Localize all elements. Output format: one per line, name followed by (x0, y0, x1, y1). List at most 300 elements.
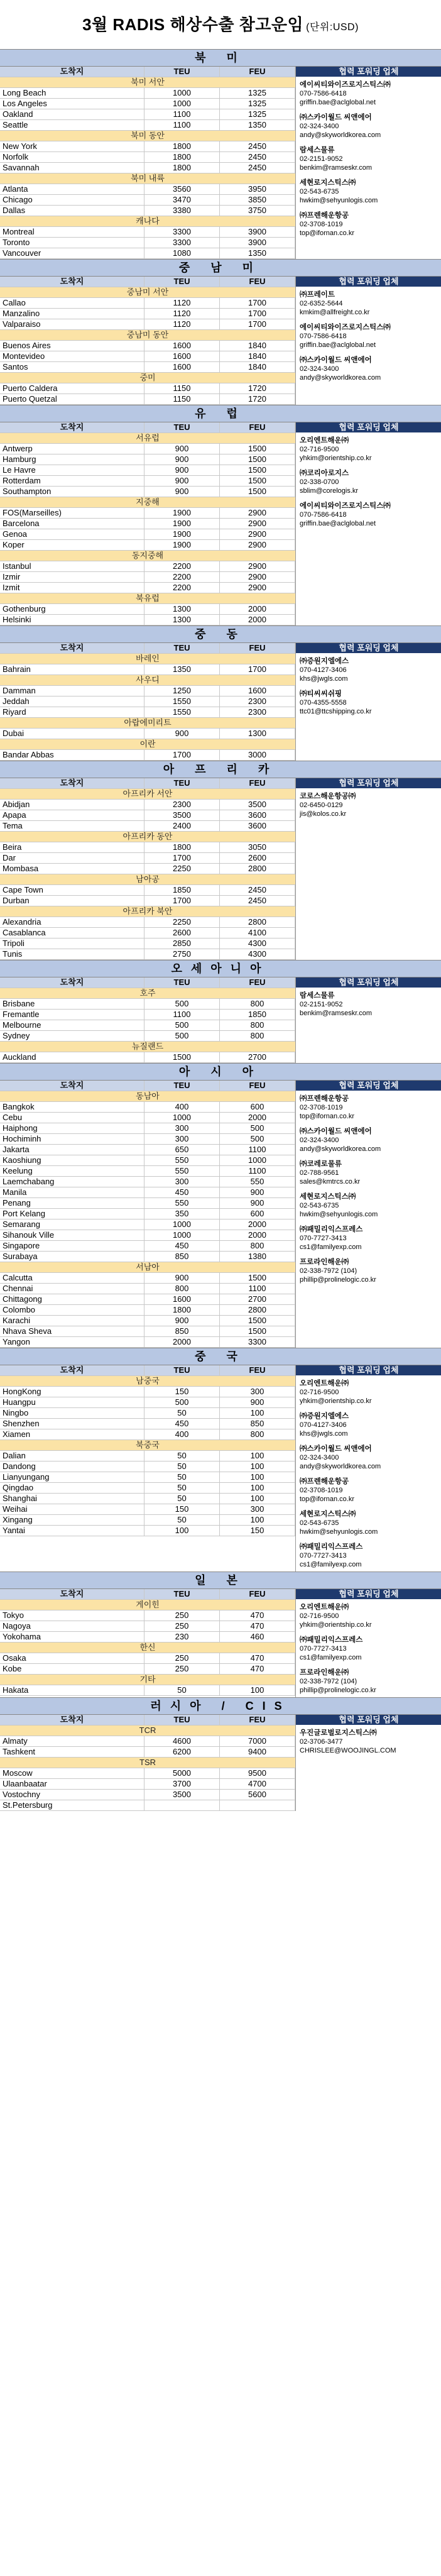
partner-phone: 02-788-9561 (300, 1169, 339, 1177)
feu-rate-cell: 1350 (220, 248, 295, 258)
destination-cell: Xingang (0, 1515, 144, 1525)
partner-email[interactable]: griffin.bae@aclglobal.net (300, 341, 376, 349)
partner-name: ㈜패밀리익스프레스 (300, 1543, 363, 1551)
feu-rate-cell: 4300 (220, 938, 295, 949)
region-body (0, 1081, 441, 1348)
partner-entry (296, 1123, 441, 1156)
feu-rate-cell: 1500 (220, 465, 295, 475)
table-row (0, 1134, 295, 1145)
feu-rate-cell: 2900 (220, 540, 295, 550)
destination-cell: Tunis (0, 949, 144, 959)
teu-rate-cell: 6200 (144, 1747, 220, 1757)
destination-cell: Beira (0, 842, 144, 852)
teu-rate-cell: 900 (144, 1273, 220, 1283)
feu-rate-cell: 800 (220, 1241, 295, 1251)
region-header: 중 국 (0, 1348, 441, 1365)
subregion-label: 한신 (139, 1643, 156, 1652)
partner-email[interactable]: andy@skyworldkorea.com (300, 374, 381, 382)
partner-email[interactable]: phillip@prolinelogic.co.kr (300, 1687, 376, 1694)
partner-entry (296, 1441, 441, 1473)
table-row (0, 1768, 295, 1779)
partner-phone: 02-338-7972 (104) (300, 1267, 357, 1275)
partner-email[interactable]: kmkim@allfreight.co.kr (300, 309, 370, 316)
partner-name: 세현로지스틱스㈜ (300, 1511, 356, 1518)
subregion-row (0, 1600, 295, 1610)
subregion-label: 게이힌 (136, 1600, 160, 1609)
feu-rate-cell: 5600 (220, 1790, 295, 1800)
partner-header: 협력 포워딩 업체 (296, 422, 441, 432)
partner-phone: 02-338-0700 (300, 478, 339, 486)
teu-rate-cell: 450 (144, 1241, 220, 1251)
table-row (0, 917, 295, 928)
partner-email[interactable]: griffin.bae@aclglobal.net (300, 520, 376, 527)
feu-header: FEU (220, 277, 295, 287)
feu-rate-cell: 470 (220, 1621, 295, 1631)
partner-phone: 02-2151-9052 (300, 155, 343, 163)
destination-cell: Singapore (0, 1241, 144, 1251)
subregion-label: 이란 (139, 739, 156, 749)
destination-cell: Semarang (0, 1219, 144, 1230)
teu-rate-cell: 500 (144, 1397, 220, 1407)
partner-email[interactable]: CHRISLEE@WOOJINGL.COM (300, 1747, 396, 1754)
feu-rate-cell: 1840 (220, 341, 295, 351)
column-header-row (0, 778, 295, 789)
teu-rate-cell: 1900 (144, 508, 220, 518)
destination-cell: Qingdao (0, 1483, 144, 1493)
partner-phone: 070-7727-3413 (300, 1645, 347, 1653)
feu-rate-cell: 300 (220, 1387, 295, 1397)
feu-rate-cell: 2900 (220, 583, 295, 593)
table-row (0, 163, 295, 173)
partner-email[interactable]: andy@skyworldkorea.com (300, 1145, 381, 1153)
teu-rate-cell: 1700 (144, 853, 220, 863)
destination-cell: Hamburg (0, 454, 144, 465)
destination-cell: Fremantle (0, 1010, 144, 1020)
teu-rate-cell: 1300 (144, 604, 220, 614)
table-row (0, 1515, 295, 1526)
partner-phone: 02-6450-0129 (300, 801, 343, 809)
teu-rate-cell: 900 (144, 454, 220, 465)
partner-entry (296, 465, 441, 498)
partner-phone: 070-4355-5558 (300, 699, 347, 707)
region-section (0, 259, 441, 405)
destination-cell: Long Beach (0, 88, 144, 98)
partner-entry (296, 1539, 441, 1571)
destination-cell: Puerto Caldera (0, 383, 144, 394)
teu-rate-cell: 4600 (144, 1736, 220, 1746)
feu-rate-cell: 100 (220, 1472, 295, 1482)
subregion-row (0, 1440, 295, 1451)
destination-cell: Ningbo (0, 1408, 144, 1418)
feu-rate-cell: 3850 (220, 195, 295, 205)
feu-rate-cell: 1325 (220, 99, 295, 109)
feu-rate-cell: 800 (220, 1020, 295, 1030)
destination-cell: Rotterdam (0, 476, 144, 486)
rate-table (0, 49, 441, 1811)
destination-cell: Dar (0, 853, 144, 863)
teu-rate-cell: 50 (144, 1461, 220, 1472)
teu-rate-cell: 2300 (144, 800, 220, 810)
destination-cell: Bandar Abbas (0, 750, 144, 760)
partner-email[interactable]: yhkim@orientship.co.kr (300, 1397, 372, 1405)
table-row (0, 707, 295, 718)
teu-header: TEU (144, 1081, 220, 1091)
teu-rate-cell: 400 (144, 1102, 220, 1112)
feu-rate-cell: 1720 (220, 394, 295, 404)
unit-label: (단위:USD) (306, 22, 359, 33)
partner-name: ㈜프렌해운항공 (300, 1478, 349, 1485)
partner-phone: 02-716-9500 (300, 1612, 339, 1620)
table-row (0, 664, 295, 675)
table-row (0, 1145, 295, 1155)
table-row (0, 1177, 295, 1187)
partner-name: ㈜스카이월드 씨앤에어 (300, 1128, 372, 1135)
page-title (0, 0, 441, 49)
destination-cell: Durban (0, 896, 144, 906)
subregion-label: 북미 서안 (131, 77, 165, 87)
teu-rate-cell: 400 (144, 1429, 220, 1439)
partner-email[interactable]: griffin.bae@aclglobal.net (300, 99, 376, 106)
region-header: 북 미 (0, 49, 441, 67)
region-body (0, 1715, 441, 1811)
destination-cell: Izmir (0, 572, 144, 582)
feu-rate-cell: 900 (220, 1187, 295, 1197)
teu-rate-cell: 1550 (144, 707, 220, 717)
table-row (0, 1408, 295, 1419)
table-row (0, 195, 295, 206)
table-row (0, 604, 295, 615)
table-row (0, 206, 295, 216)
feu-rate-cell: 1500 (220, 454, 295, 465)
teu-rate-cell: 1600 (144, 362, 220, 372)
destination-cell: Genoa (0, 529, 144, 539)
feu-rate-cell: 2900 (220, 561, 295, 571)
partner-email[interactable]: benkim@ramseskr.com (300, 1010, 373, 1017)
destination-cell: Tokyo (0, 1610, 144, 1621)
rate-table-block (0, 1081, 295, 1348)
table-row (0, 519, 295, 529)
teu-rate-cell: 1100 (144, 109, 220, 119)
subregion-row (0, 131, 295, 141)
table-row (0, 1397, 295, 1408)
teu-rate-cell: 50 (144, 1483, 220, 1493)
table-row (0, 1123, 295, 1134)
partner-email[interactable]: andy@skyworldkorea.com (300, 131, 381, 139)
destination-cell: Valparaiso (0, 319, 144, 329)
teu-rate-cell: 1500 (144, 1052, 220, 1062)
destination-cell: Dallas (0, 206, 144, 216)
teu-rate-cell: 3500 (144, 810, 220, 820)
table-row (0, 561, 295, 572)
feu-rate-cell: 100 (220, 1515, 295, 1525)
feu-rate-cell: 2700 (220, 1294, 295, 1304)
partner-email[interactable]: top@ifornan.co.kr (300, 229, 354, 237)
teu-rate-cell: 2200 (144, 572, 220, 582)
teu-header: TEU (144, 422, 220, 432)
destination-cell: Vostochny (0, 1790, 144, 1800)
feu-rate-cell: 1700 (220, 664, 295, 674)
partner-entry (296, 352, 441, 385)
teu-rate-cell: 1800 (144, 842, 220, 852)
rate-table-block (0, 778, 295, 960)
rate-table-block (0, 643, 295, 761)
partner-header: 협력 포워딩 업체 (296, 67, 441, 77)
column-header-row (0, 977, 295, 988)
partner-phone: 02-716-9500 (300, 446, 339, 453)
partner-header: 협력 포워딩 업체 (296, 643, 441, 653)
subregion-row (0, 1758, 295, 1768)
partner-email[interactable]: ttc01@ttcshipping.co.kr (300, 708, 372, 715)
teu-rate-cell: 1600 (144, 341, 220, 351)
region-header: 오세아니아 (0, 960, 441, 977)
feu-rate-cell: 460 (220, 1632, 295, 1642)
partner-column (295, 1589, 441, 1697)
destination-cell: Cape Town (0, 885, 144, 895)
table-row (0, 487, 295, 497)
table-row (0, 152, 295, 163)
destination-cell: Huangpu (0, 1397, 144, 1407)
feu-rate-cell: 2900 (220, 572, 295, 582)
partner-email[interactable]: cs1@familyexp.com (300, 1561, 362, 1568)
teu-rate-cell: 250 (144, 1664, 220, 1674)
table-row (0, 583, 295, 593)
table-row (0, 1294, 295, 1305)
partner-phone: 070-7727-3413 (300, 1235, 347, 1242)
teu-rate-cell: 1120 (144, 298, 220, 308)
subregion-label: 아프리카 북안 (122, 906, 173, 916)
destination-cell: Xiamen (0, 1429, 144, 1439)
teu-rate-cell: 550 (144, 1198, 220, 1208)
table-row (0, 1241, 295, 1252)
teu-rate-cell: 150 (144, 1387, 220, 1397)
feu-rate-cell: 1840 (220, 362, 295, 372)
teu-rate-cell: 850 (144, 1326, 220, 1336)
feu-rate-cell: 3600 (220, 810, 295, 820)
feu-rate-cell: 4300 (220, 949, 295, 959)
subregion-label: 캐나다 (136, 216, 160, 226)
partner-phone: 02-3708-1019 (300, 1104, 343, 1111)
teu-header: TEU (144, 67, 220, 77)
destination-cell: Barcelona (0, 519, 144, 529)
destination-cell: Sihanouk Ville (0, 1230, 144, 1240)
partner-email[interactable]: yhkim@orientship.co.kr (300, 454, 372, 462)
teu-rate-cell: 1900 (144, 540, 220, 550)
feu-rate-cell: 1500 (220, 1273, 295, 1283)
partner-phone: 02-3708-1019 (300, 221, 343, 228)
table-row (0, 465, 295, 476)
column-header-row (0, 643, 295, 654)
table-row (0, 1316, 295, 1326)
region-section (0, 1571, 441, 1697)
subregion-row (0, 874, 295, 885)
partner-email[interactable]: hwkim@sehyunlogis.com (300, 1528, 378, 1536)
column-header-row (0, 277, 295, 287)
destination-cell: Santos (0, 362, 144, 372)
partner-email[interactable]: khs@jwgls.com (300, 1430, 348, 1438)
teu-rate-cell: 350 (144, 1209, 220, 1219)
destination-cell: Tripoli (0, 938, 144, 949)
destination-cell: Laemchabang (0, 1177, 144, 1187)
teu-rate-cell: 2200 (144, 561, 220, 571)
feu-rate-cell: 2600 (220, 853, 295, 863)
partner-email[interactable]: top@ifornan.co.kr (300, 1113, 354, 1120)
region-body (0, 422, 441, 625)
table-row (0, 615, 295, 625)
table-row (0, 88, 295, 99)
teu-rate-cell: 1080 (144, 248, 220, 258)
teu-rate-cell: 900 (144, 465, 220, 475)
table-row (0, 896, 295, 906)
partner-name: 우진글로벌로지스틱스㈜ (300, 1729, 377, 1737)
teu-rate-cell: 3500 (144, 1790, 220, 1800)
partner-email[interactable]: phillip@prolinelogic.co.kr (300, 1276, 376, 1284)
feu-rate-cell: 1325 (220, 88, 295, 98)
table-row (0, 120, 295, 131)
feu-rate-cell: 9400 (220, 1747, 295, 1757)
table-row (0, 1610, 295, 1621)
table-row (0, 1664, 295, 1675)
feu-rate-cell: 1700 (220, 309, 295, 319)
partner-phone: 070-4127-3406 (300, 666, 347, 674)
table-row (0, 444, 295, 454)
teu-rate-cell: 250 (144, 1653, 220, 1663)
partner-column (295, 977, 441, 1063)
teu-rate-cell: 1100 (144, 120, 220, 130)
subregion-label: 서유럽 (136, 433, 160, 443)
partner-phone: 070-7586-6418 (300, 511, 347, 519)
table-row (0, 1252, 295, 1262)
partner-email[interactable]: sblim@corelogis.kr (300, 487, 359, 495)
table-row (0, 1419, 295, 1429)
feu-header: FEU (220, 1589, 295, 1599)
teu-rate-cell: 1100 (144, 1010, 220, 1020)
destination-cell: Almaty (0, 1736, 144, 1746)
table-row (0, 1209, 295, 1219)
feu-rate-cell: 2800 (220, 917, 295, 927)
feu-rate-cell: 3000 (220, 750, 295, 760)
teu-rate-cell: 2600 (144, 928, 220, 938)
partner-email[interactable]: andy@skyworldkorea.com (300, 1463, 381, 1470)
dest-header: 도착지 (0, 422, 144, 432)
feu-rate-cell: 1700 (220, 319, 295, 329)
subregion-row (0, 551, 295, 561)
subregion-label: 북유럽 (136, 593, 160, 603)
teu-rate-cell: 300 (144, 1123, 220, 1133)
destination-cell: Dubai (0, 729, 144, 739)
feu-rate-cell: 850 (220, 1419, 295, 1429)
destination-cell: Damman (0, 686, 144, 696)
partner-column (295, 643, 441, 761)
partner-email[interactable]: hwkim@sehyunlogis.com (300, 197, 378, 204)
partner-name: ㈜증원지엘에스 (300, 658, 349, 665)
feu-rate-cell: 500 (220, 1123, 295, 1133)
feu-rate-cell: 2450 (220, 163, 295, 173)
subregion-label: 북미 동안 (131, 131, 165, 140)
subregion-row (0, 988, 295, 999)
feu-rate-cell: 1325 (220, 109, 295, 119)
feu-rate-cell: 2000 (220, 1230, 295, 1240)
subregion-row (0, 1042, 295, 1052)
partner-email[interactable]: hwkim@sehyunlogis.com (300, 1211, 378, 1218)
destination-cell: Gothenburg (0, 604, 144, 614)
teu-rate-cell: 3300 (144, 227, 220, 237)
destination-cell: Southampton (0, 487, 144, 497)
feu-rate-cell: 800 (220, 1429, 295, 1439)
feu-rate-cell: 3050 (220, 842, 295, 852)
partner-email[interactable]: khs@jwgls.com (300, 675, 348, 683)
feu-rate-cell: 900 (220, 1397, 295, 1407)
feu-rate-cell: 4700 (220, 1779, 295, 1789)
partner-email[interactable]: sales@kmtrcs.co.kr (300, 1178, 361, 1186)
subregion-label: 아프리카 동안 (122, 832, 173, 841)
partner-email[interactable]: cs1@familyexp.com (300, 1654, 362, 1661)
destination-cell: Hakata (0, 1685, 144, 1695)
rate-table-block (0, 977, 295, 1063)
region-section (0, 405, 441, 625)
subregion-label: 중남미 동안 (126, 330, 169, 339)
partner-column (295, 422, 441, 625)
teu-rate-cell: 1800 (144, 141, 220, 151)
destination-cell: Lianyungang (0, 1472, 144, 1482)
teu-rate-cell: 300 (144, 1177, 220, 1187)
destination-cell: Kaoshiung (0, 1155, 144, 1165)
table-row (0, 309, 295, 319)
feu-rate-cell: 2900 (220, 508, 295, 518)
teu-rate-cell: 3470 (144, 195, 220, 205)
partner-email[interactable]: jis@kolos.co.kr (300, 810, 347, 818)
destination-cell: Istanbul (0, 561, 144, 571)
table-row (0, 1284, 295, 1294)
partner-email[interactable]: cs1@familyexp.com (300, 1243, 362, 1251)
partner-email[interactable]: top@ifornan.co.kr (300, 1495, 354, 1503)
table-row (0, 1219, 295, 1230)
table-row (0, 1685, 295, 1696)
feu-rate-cell: 1720 (220, 383, 295, 394)
subregion-label: 동남아 (136, 1091, 160, 1101)
partner-entry (296, 1473, 441, 1506)
feu-header: FEU (220, 1715, 295, 1725)
partner-entry (296, 207, 441, 240)
destination-cell: Chicago (0, 195, 144, 205)
destination-cell: Bangkok (0, 1102, 144, 1112)
table-row (0, 842, 295, 853)
teu-rate-cell: 2850 (144, 938, 220, 949)
subregion-label: 바레인 (136, 654, 160, 663)
region-section (0, 1697, 441, 1811)
partner-column (295, 778, 441, 960)
teu-rate-cell: 1300 (144, 615, 220, 625)
partner-name: ㈜패밀리익스프레스 (300, 1636, 363, 1644)
partner-email[interactable]: benkim@ramseskr.com (300, 164, 373, 172)
feu-rate-cell: 600 (220, 1209, 295, 1219)
partner-email[interactable]: yhkim@orientship.co.kr (300, 1621, 372, 1629)
destination-cell: Le Havre (0, 465, 144, 475)
teu-rate-cell: 300 (144, 1134, 220, 1144)
subregion-row (0, 832, 295, 842)
feu-rate-cell: 550 (220, 1177, 295, 1187)
subregion-label: 동지중해 (131, 551, 164, 560)
destination-cell: Nagoya (0, 1621, 144, 1631)
destination-cell: Toronto (0, 238, 144, 248)
feu-rate-cell: 3500 (220, 800, 295, 810)
subregion-row (0, 433, 295, 444)
destination-cell: Kobe (0, 1664, 144, 1674)
feu-rate-cell: 800 (220, 999, 295, 1009)
column-header-row (0, 1589, 295, 1600)
partner-phone: 02-324-3400 (300, 123, 339, 130)
partner-phone: 02-338-7972 (104) (300, 1678, 357, 1685)
subregion-label: 중미 (139, 373, 156, 382)
